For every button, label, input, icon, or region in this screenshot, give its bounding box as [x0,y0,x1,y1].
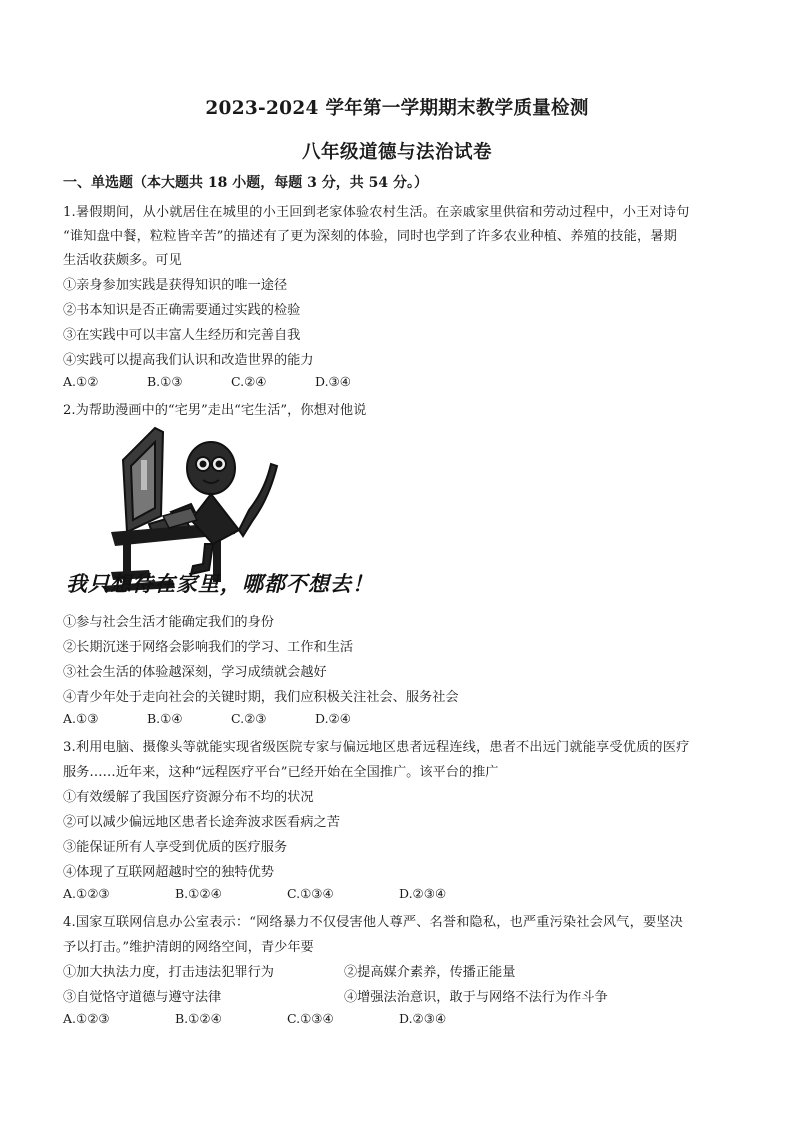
q1-option-b[interactable]: B.①③ [147,374,183,389]
q1-item-2: ②书本知识是否正确需要通过实践的检验 [63,303,301,318]
q3-item-1: ①有效缓解了我国医疗资源分布不均的状况 [63,790,314,805]
q2-option-a[interactable]: A.①③ [63,711,99,726]
q1-item-1: ①亲身参加实践是获得知识的唯一途径 [63,278,288,293]
q2-item-4: ④青少年处于走向社会的关键时期，我们应积极关注社会、服务社会 [63,690,459,705]
q4-item-2: ②提高媒介素养，传播正能量 [344,965,516,980]
q3-stem-line-1: 3.利用电脑、摄像头等就能实现省级医院专家与偏远地区患者远程连线，患者不出远门就能享受优质的医疗 [63,740,690,755]
cartoon-caption: 我只想待在家里，哪都不想去！ [66,572,374,596]
q2-item-2: ②长期沉迷于网络会影响我们的学习、工作和生活 [63,640,354,655]
q1-option-a[interactable]: A.①② [63,374,99,389]
keyboard [163,508,197,528]
q4-options [63,1011,446,1026]
q4-item-4: ④增强法治意识，敢于与网络不法行为作斗争 [344,990,608,1005]
q1-stem-line-3: 生活收获颇多。可见 [63,253,182,268]
q4-item-1: ①加大执法力度，打击违法犯罪行为 [63,965,274,980]
person [171,442,277,574]
q4-item-3: ③自觉恪守道德与遵守法律 [63,990,222,1005]
q2-option-b[interactable]: B.①④ [147,711,183,726]
q3-option-c[interactable]: C.①③④ [287,886,334,901]
q2-option-c[interactable]: C.②③ [231,711,267,726]
q2-item-1: ①参与社会生活才能确定我们的身份 [63,615,274,630]
q4-option-b[interactable]: B.①②④ [175,1011,222,1026]
q3-option-b[interactable]: B.①②④ [175,886,222,901]
q1-item-3: ③在实践中可以丰富人生经历和完善自我 [63,328,301,343]
q2-option-d[interactable]: D.②④ [315,711,351,726]
q1-stem-line-2: “谁知盘中餐，粒粒皆辛苦”的描述有了更为深刻的体验，同时也学到了许多农业种植、养殖的技能，暑期 [63,229,677,244]
q4-stem-line-2: 予以打击。”维护清朗的网络空间，青少年要 [63,940,314,955]
q3-item-3: ③能保证所有人享受到优质的医疗服务 [63,840,288,855]
q4-option-a[interactable]: A.①②③ [63,1011,110,1026]
q1-stem-line-1: 1.暑假期间，从小就居住在城里的小王回到老家体验农村生活。在亲戚家里供宿和劳动过程中，小王对诗句 [63,205,690,220]
q3-option-a[interactable]: A.①②③ [63,886,110,901]
exam-subtitle: 八年级道德与法治试卷 [301,142,492,163]
section-heading: 一、单选题（本大题共 18 小题，每题 3 分，共 54 分。） [63,175,428,191]
exam-title: 2023-2024 学年第一学期期末教学质量检测 [205,98,589,119]
q4-stem-line-1: 4.国家互联网信息办公室表示：“网络暴力不仅侵害他人尊严、名誉和隐私，也严重污染社会风气，要坚决 [63,915,683,930]
q1-options [63,374,351,389]
q1-option-c[interactable]: C.②④ [231,374,267,389]
q3-option-d[interactable]: D.②③④ [399,886,447,901]
q2-options [63,711,351,726]
q4-option-c[interactable]: C.①③④ [287,1011,334,1026]
q4-option-d[interactable]: D.②③④ [399,1011,447,1026]
q1-item-4: ④实践可以提高我们认识和改造世界的能力 [63,353,314,368]
q2-stem-line-1: 2.为帮助漫画中的“宅男”走出“宅生活”，你想对他说 [63,403,367,418]
q2-item-3: ③社会生活的体验越深刻，学习成绩就会越好 [63,665,327,680]
q3-item-4: ④体现了互联网超越时空的独特优势 [63,865,274,880]
q1-option-d[interactable]: D.③④ [315,374,351,389]
q3-item-2: ②可以减少偏远地区患者长途奔波求医看病之苦 [63,815,340,830]
q3-stem-line-2: 服务……近年来，这种“远程医疗平台”已经开始在全国推广。该平台的推广 [63,765,499,780]
q3-options [63,886,446,901]
